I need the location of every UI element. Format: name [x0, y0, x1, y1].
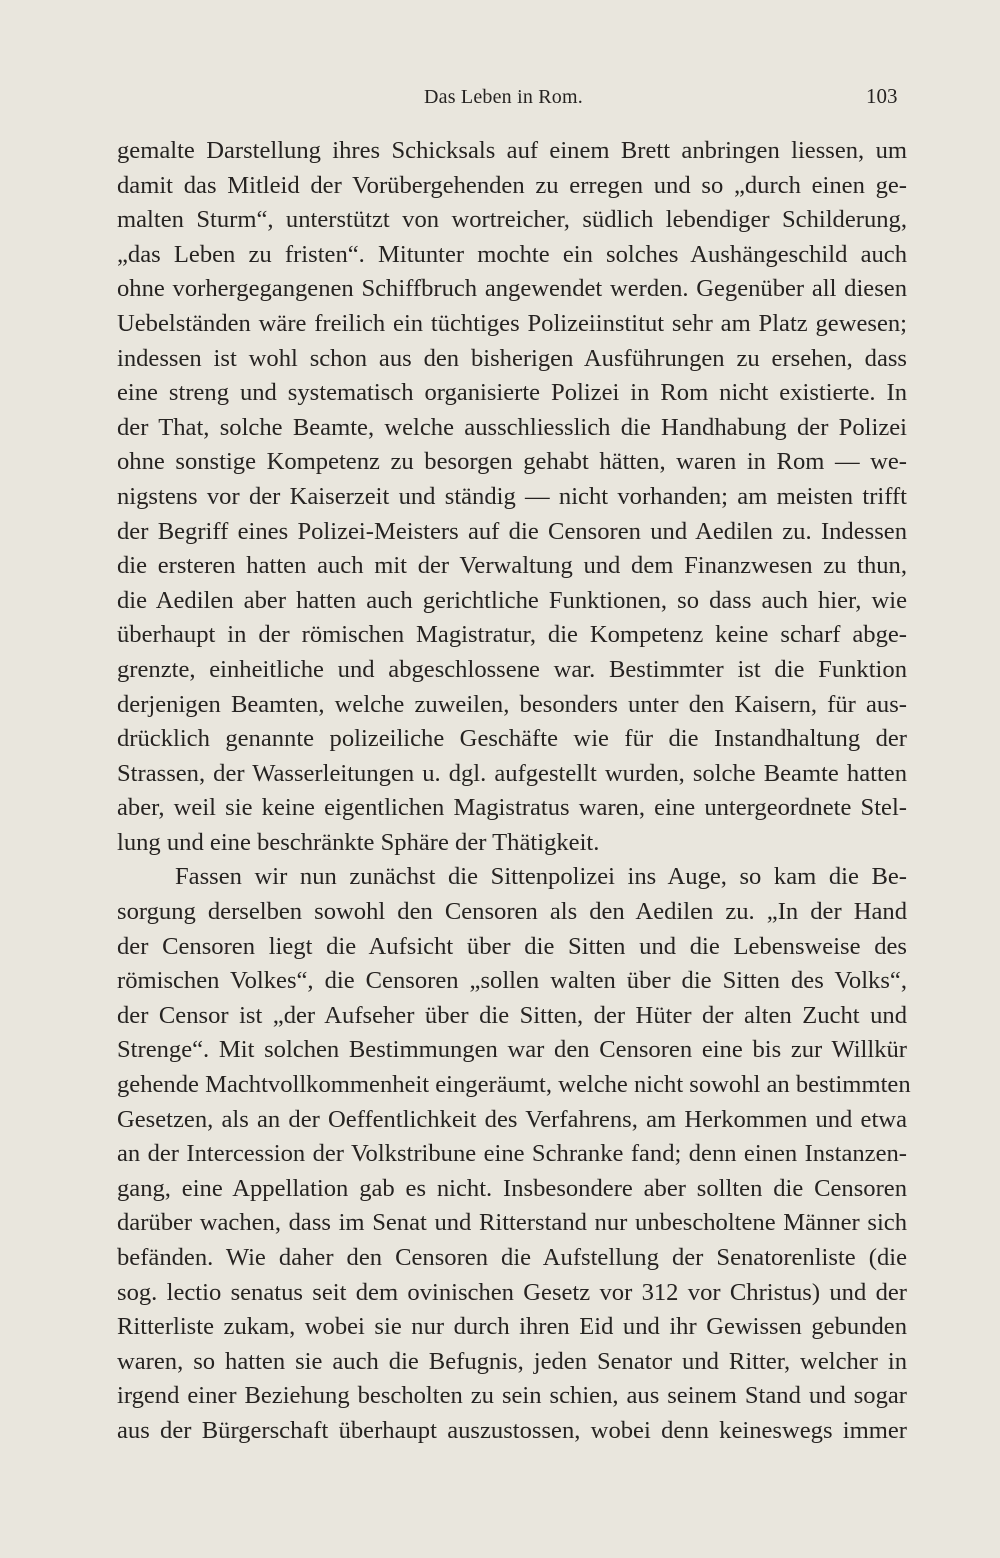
body-text: [117, 134, 911, 1449]
text-line: der Censor ist „der Aufseher über die Sitten, der Hüter der alten Zucht und: [117, 1001, 907, 1029]
running-head: [0, 78, 1000, 108]
text-line: der That, solche Beamte, welche ausschliesslich die Handhabung der Polizei: [117, 413, 907, 441]
text-line: gang, eine Appellation gab es nicht. Insbesondere aber sollten die Censoren: [117, 1174, 907, 1202]
text-line: die Aedilen aber hatten auch gerichtliche Funktionen, so dass auch hier, wie: [117, 586, 907, 614]
text-line: Strenge“. Mit solchen Bestimmungen war den Censoren eine bis zur Willkür: [117, 1036, 907, 1064]
text-line: aber, weil sie keine eigentlichen Magistratus waren, eine untergeordnete Stel-: [117, 794, 907, 822]
text-line: Uebelständen wäre freilich ein tüchtiges Polizeiinstitut sehr am Platz gewesen;: [117, 309, 907, 337]
text-line: ohne sonstige Kompetenz zu besorgen gehabt hätten, waren in Rom — we-: [117, 448, 907, 476]
text-line: römischen Volkes“, die Censoren „sollen walten über die Sitten des Volks“,: [117, 967, 907, 995]
text-line: an der Intercession der Volkstribune eine Schranke fand; denn einen Instanzen-: [117, 1140, 907, 1168]
text-line: grenzte, einheitliche und abgeschlossene war. Bestimmter ist die Funktion: [117, 655, 907, 683]
text-line: indessen ist wohl schon aus den bisherigen Ausführungen zu ersehen, dass: [117, 344, 907, 372]
text-line: derjenigen Beamten, welche zuweilen, besonders unter den Kaisern, für aus-: [117, 690, 907, 718]
text-line: Gesetzen, als an der Oeffentlichkeit des Verfahrens, am Herkommen und etwa: [117, 1105, 907, 1133]
text-line: die ersteren hatten auch mit der Verwaltung und dem Finanzwesen zu thun,: [117, 552, 907, 580]
text-line: irgend einer Beziehung bescholten zu sein schien, aus seinem Stand und sogar: [117, 1382, 907, 1410]
text-line: waren, so hatten sie auch die Befugnis, jeden Senator und Ritter, welcher in: [117, 1347, 907, 1375]
text-line: gehende Machtvollkommenheit eingeräumt, welche nicht sowohl an bestimmten: [117, 1071, 911, 1099]
text-line: damit das Mitleid der Vorübergehenden zu erregen und so „durch einen ge-: [117, 171, 907, 199]
text-line: Fassen wir nun zunächst die Sittenpolizei ins Auge, so kam die Be-: [175, 863, 907, 891]
text-line: nigstens vor der Kaiserzeit und ständig — nicht vorhanden; am meisten trifft: [117, 482, 907, 510]
text-line: lung und eine beschränkte Sphäre der Thätigkeit.: [117, 828, 600, 856]
page-number: 103: [866, 84, 898, 108]
running-title: Das Leben in Rom.: [424, 86, 583, 108]
text-line: darüber wachen, dass im Senat und Ritterstand nur unbescholtene Männer sich: [117, 1209, 907, 1237]
text-line: ohne vorhergegangenen Schiffbruch angewendet werden. Gegenüber all diesen: [117, 275, 907, 303]
text-line: überhaupt in der römischen Magistratur, die Kompetenz keine scharf abge-: [117, 621, 907, 649]
text-line: der Begriff eines Polizei-Meisters auf die Censoren und Aedilen zu. Indessen: [117, 517, 907, 545]
text-line: befänden. Wie daher den Censoren die Aufstellung der Senatorenliste (die: [117, 1244, 907, 1271]
text-line: „das Leben zu fristen“. Mitunter mochte ein solches Aushängeschild auch: [117, 240, 907, 268]
text-line: Strassen, der Wasserleitungen u. dgl. aufgestellt wurden, solche Beamte hatten: [117, 759, 907, 787]
text-line: sog. lectio senatus seit dem ovinischen Gesetz vor 312 vor Christus) und der: [117, 1278, 907, 1306]
text-line: Ritterliste zukam, wobei sie nur durch ihren Eid und ihr Gewissen gebunden: [117, 1313, 907, 1341]
text-line: der Censoren liegt die Aufsicht über die Sitten und die Lebensweise des: [117, 932, 907, 960]
text-line: gemalte Darstellung ihres Schicksals auf einem Brett anbringen liessen, um: [117, 137, 907, 164]
text-line: aus der Bürgerschaft überhaupt auszustossen, wobei denn keineswegs immer: [117, 1416, 907, 1444]
text-line: drücklich genannte polizeiliche Geschäfte wie für die Instandhaltung der: [117, 725, 907, 753]
text-line: malten Sturm“, unterstützt von wortreicher, südlich lebendiger Schilderung,: [117, 206, 907, 234]
text-line: sorgung derselben sowohl den Censoren als den Aedilen zu. „In der Hand: [117, 898, 907, 926]
text-line: eine streng und systematisch organisierte Polizei in Rom nicht existierte. In: [117, 379, 907, 407]
